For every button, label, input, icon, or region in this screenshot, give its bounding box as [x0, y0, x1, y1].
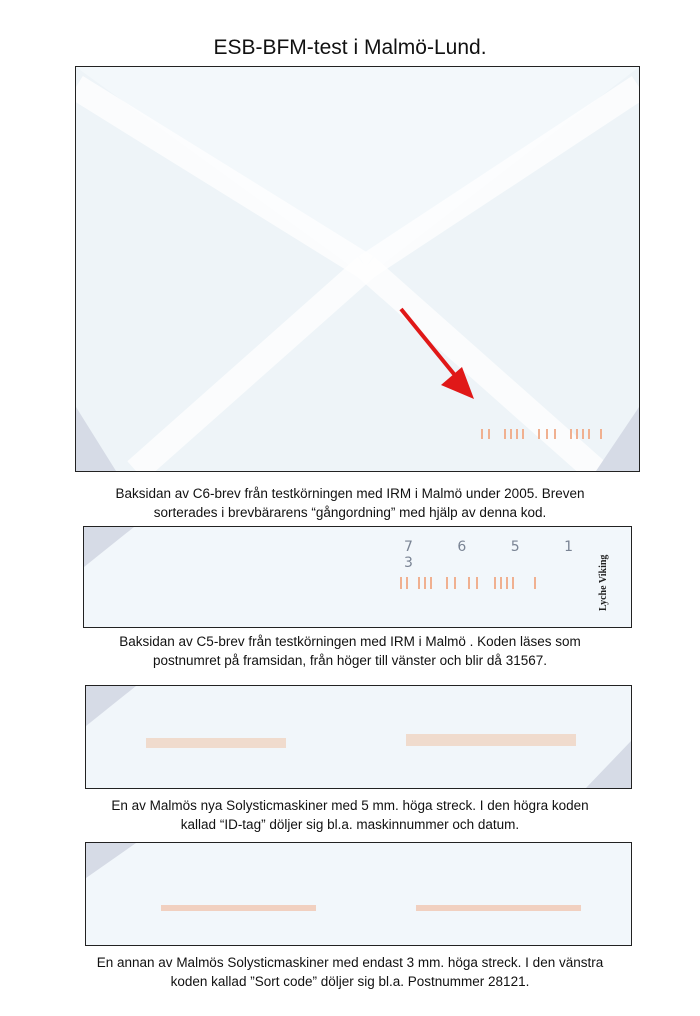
caption-4: En annan av Malmös Solysticmaskiner med endast 3 mm. höga streck. I den vänstra koden kallad ”Sort code” döljer sig bl.a. Postnummer 28121. — [96, 955, 604, 989]
envelope-photo-c5 — [83, 526, 632, 628]
caption-2: Baksidan av C5-brev från testkörningen med IRM i Malmö . Koden läses som postnumret på framsidan, från höger till vänster och blir då 31567. — [119, 634, 581, 668]
sender-stamp: Lyche Viking — [598, 554, 609, 611]
envelope-flaps — [76, 67, 639, 471]
envelope-photo-solystic-5mm — [85, 685, 632, 789]
envelope-photo-c6 — [75, 66, 640, 472]
handwritten-postcode: 7 6 5 1 3 — [404, 539, 593, 571]
page-title: ESB-BFM-test i Malmö-Lund. — [213, 36, 487, 59]
caption-3: En av Malmös nya Solysticmaskiner med 5 mm. höga streck. I den högra koden kallad “ID-tag” döljer sig bl.a. maskinnummer och datum. — [111, 798, 589, 832]
caption-1: Baksidan av C6-brev från testkörningen med IRM i Malmö under 2005. Breven sorterades i brevbärarens “gångordning” med hjälp av denna kod. — [115, 486, 585, 520]
envelope-photo-solystic-3mm — [85, 842, 632, 946]
